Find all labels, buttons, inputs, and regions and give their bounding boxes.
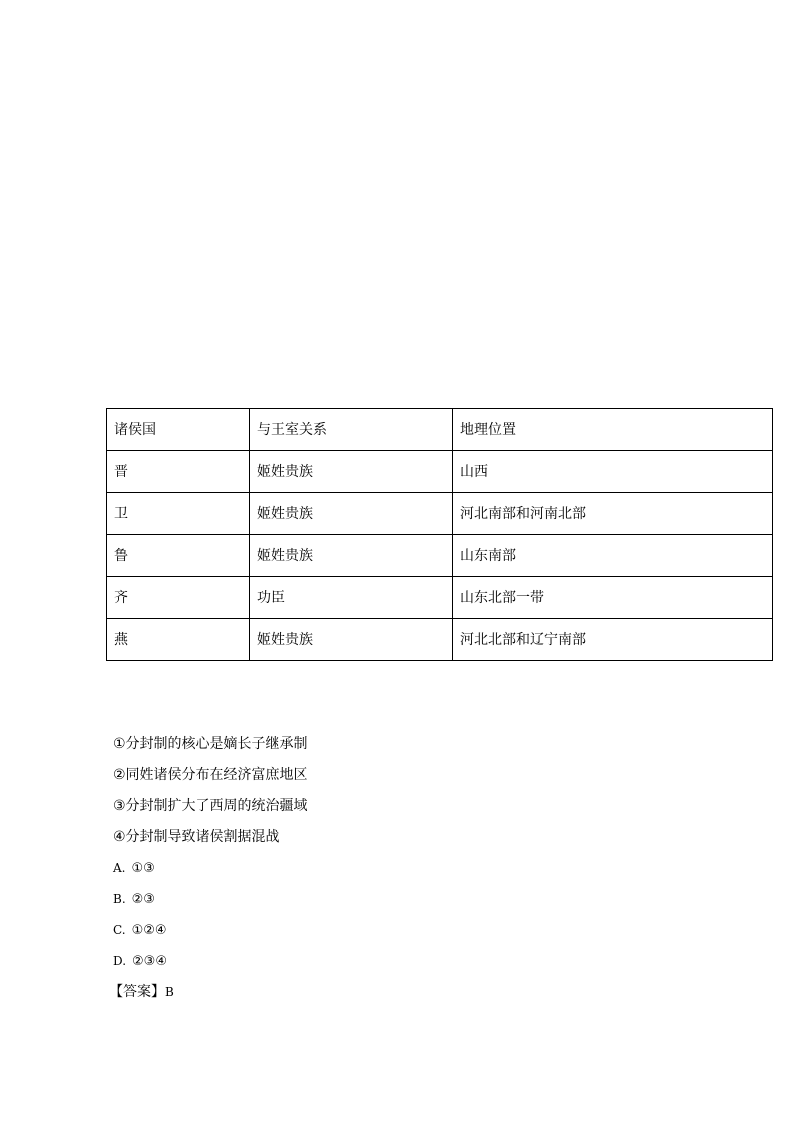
cell-state: 燕 <box>107 619 250 661</box>
cell-state: 鲁 <box>107 535 250 577</box>
cell-location: 山东北部一带 <box>453 577 773 619</box>
statement-4: ④分封制导致诸侯割据混战 <box>113 829 280 845</box>
cell-state: 齐 <box>107 577 250 619</box>
cell-state: 晋 <box>107 451 250 493</box>
option-b <box>113 890 713 921</box>
table-row <box>107 619 773 661</box>
cell-state: 卫 <box>107 493 250 535</box>
table-header-row <box>107 409 773 451</box>
table-row <box>107 451 773 493</box>
cell-relation: 姬姓贵族 <box>250 619 453 661</box>
table-row <box>107 493 773 535</box>
vassal-states-table <box>106 408 773 661</box>
header-cell-relation: 与王室关系 <box>250 409 453 451</box>
cell-relation: 功臣 <box>250 577 453 619</box>
cell-location: 河北北部和辽宁南部 <box>453 619 773 661</box>
table-row <box>107 535 773 577</box>
cell-relation: 姬姓贵族 <box>250 451 453 493</box>
option-text: ②③④ <box>132 954 167 969</box>
option-letter: B. <box>113 892 126 906</box>
table-row <box>107 577 773 619</box>
option-letter: C. <box>113 923 126 937</box>
cell-location: 山东南部 <box>453 535 773 577</box>
statement-2: ②同姓诸侯分布在经济富庶地区 <box>113 767 308 783</box>
cell-relation: 姬姓贵族 <box>250 535 453 577</box>
option-a <box>113 859 713 890</box>
option-text: ②③ <box>131 892 155 907</box>
header-cell-location: 地理位置 <box>453 409 773 451</box>
option-text: ①②④ <box>131 923 167 938</box>
option-text: ①③ <box>131 861 155 876</box>
option-letter: A. <box>113 861 126 875</box>
option-c <box>113 921 713 952</box>
statement-3: ③分封制扩大了西周的统治疆域 <box>113 798 308 814</box>
option-letter: D. <box>113 954 127 968</box>
answer-line <box>109 983 713 1014</box>
cell-location: 河北南部和河南北部 <box>453 493 773 535</box>
answer-value: B <box>165 985 174 999</box>
cell-location: 山西 <box>453 451 773 493</box>
statement-1: ①分封制的核心是嫡长子继承制 <box>113 736 308 752</box>
question-block <box>109 735 713 1014</box>
header-cell-state: 诸侯国 <box>107 409 250 451</box>
cell-relation: 姬姓贵族 <box>250 493 453 535</box>
answer-label: 【答案】 <box>109 984 165 1000</box>
option-d <box>113 952 713 983</box>
